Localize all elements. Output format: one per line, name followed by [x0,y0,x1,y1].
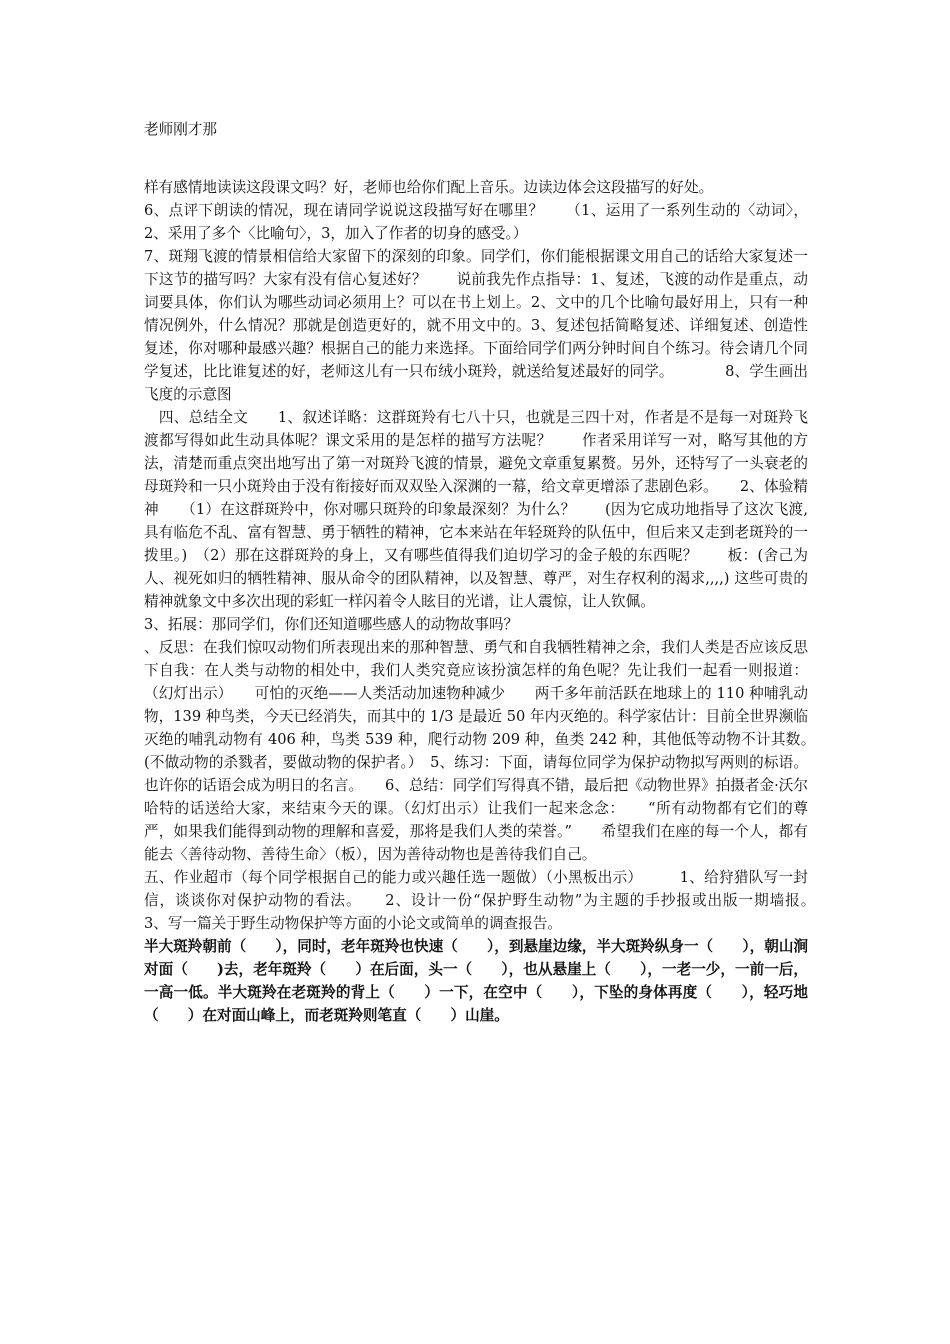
paragraph-intro: 样有感情地读读这段课文吗？好，老师也给你们配上音乐。边读边体会这段描写的好处。 [144,179,714,196]
paragraph-step-6: 6、点评下朗读的情况，现在请同学说说这段描写好在哪里？ （1、运用了一系列生动的〈动词〉，2、采用了多个〈比喻句〉，3，加入了作者的切身的感受。） [144,202,808,242]
paragraph-summary: 四、总结全文 1、叙述详略：这群斑羚有七八十只，也就是三四十对，作者是不是每一对斑羚飞渡都写得如此生动具体呢？课文采用的是怎样的描写方法呢？ 作者采用详写一对，略写其他的方法，清楚而重点突出地写出了第一对斑羚飞渡的情景，避免文章重复累赘。另外，还特写了一头衰老的母斑羚和一只小斑羚由于没有衔接好而双双坠入深渊的一幕，给文章更增添了悲剧色彩。 2、体验精神 （1）在这群斑羚中，你对哪只斑羚的印象最深刻？为什么？ (因为它成功地指导了这次飞渡,具有临危不乱、富有智慧、勇于牺牲的精神，它本来站在年轻斑羚的队伍中，但后来又走到老斑羚的一拨里。) （2）那在这群斑羚的身上，又有哪些值得我们迫切学习的金子般的东西呢？ 板：(舍己为人、视死如归的牺牲精神、服从命令的团队精神，以及智慧、尊严，对生存权利的渴求,,,,) 这些可贵的精神就象文中多次出现的彩虹一样闪着令人眩目的光谱，让人震惊，让人钦佩。 [144,409,808,610]
paragraph-reflection: 、反思：在我们惊叹动物们所表现出来的那种智慧、勇气和自我牺牲精神之余，我们人类是否应该反思下自我：在人类与动物的相处中，我们人类究竟应该扮演怎样的角色呢？先让我们一起看一则报道：（幻灯出示） 可怕的灭绝——人类活动加速物种减少 两千多年前活跃在地球上的 110 种哺乳动物，139 种鸟类，今天已经消失，而其中的 1/3 是最近 50 年内灭绝的。科学家估计：目前全世界濒临灭绝的哺乳动物有 406 种，鸟类 539 种，爬行动物 209 种，鱼类 242 种，其他低等动物不计其数。 (不做动物的杀戮者，要做动物的保护者。） 5、练习：下面，请每位同学为保护动物拟写两则的标语。也许你的话语会成为明日的名言。 6、总结：同学们写得真不错，最后把《动物世界》拍摄者金·沃尔哈特的话送给大家，来结束今天的课。（幻灯出示）让我们一起来念念： “所有动物都有它们的尊严，如果我们能得到动物的理解和喜爱，那将是我们人类的荣誉。” 希望我们在座的每一个人，都有能去〈善待动物、善待生命〉（板），因为善待动物也是善待我们自己。 [144,639,838,863]
paragraph-step-7: 7、斑翔飞渡的情景相信给大家留下的深刻的印象。同学们，你们能根据课文用自己的话给大家复述一下这节的描写吗？大家有没有信心复述好？ 说前我先作点指导：1、复述，飞渡的动作是重点，动词要具体，你们认为哪些动词必须用上？可以在书上划上。2、文中的几个比喻句最好用上，只有一种情况例外，什么情况？那就是创造更好的，就不用文中的。3、复述包括简略复述、详细复述、创造性复述，你对哪种最感兴趣？根据自己的能力来选择。下面给同学们两分钟时间自个练习。待会请几个同学复述，比比谁复述的好，老师这儿有一只布绒小斑羚，就送给复述最好的同学。 8、学生画出飞度的示意图 [144,248,808,403]
fill-in-exercise: 半大斑羚朝前（ ），同时，老年斑羚也快速（ ），到悬崖边缘，半大斑羚纵身一（ ），朝山涧对面（ )去，老年斑羚（ ）在后面，头一（ ），也从悬崖上（ ），一老一少，一前一后，一高一低。半大斑羚在老斑羚的背上（ ）一下，在空中（ ），下坠的身体再度（ ），轻巧地（ ）在对面山峰上，而老斑羚则笔直（ ）山崖。 [144,938,809,1024]
page-heading: 老师刚才那 [144,121,217,138]
document-body [144,176,838,1027]
paragraph-homework: 五、作业超市（每个同学根据自己的能力或兴趣任选一题做）（小黑板出示） 1、给狩猎队写一封信，谈谈你对保护动物的看法。 2、设计一份“保护野生动物”为主题的手抄报或出版一期墙报。 3、写一篇关于野生动物保护等方面的小论文或简单的调查报告。 [144,869,838,932]
paragraph-extension: 3、拓展：那同学们，你们还知道哪些感人的动物故事吗？ [144,616,519,633]
